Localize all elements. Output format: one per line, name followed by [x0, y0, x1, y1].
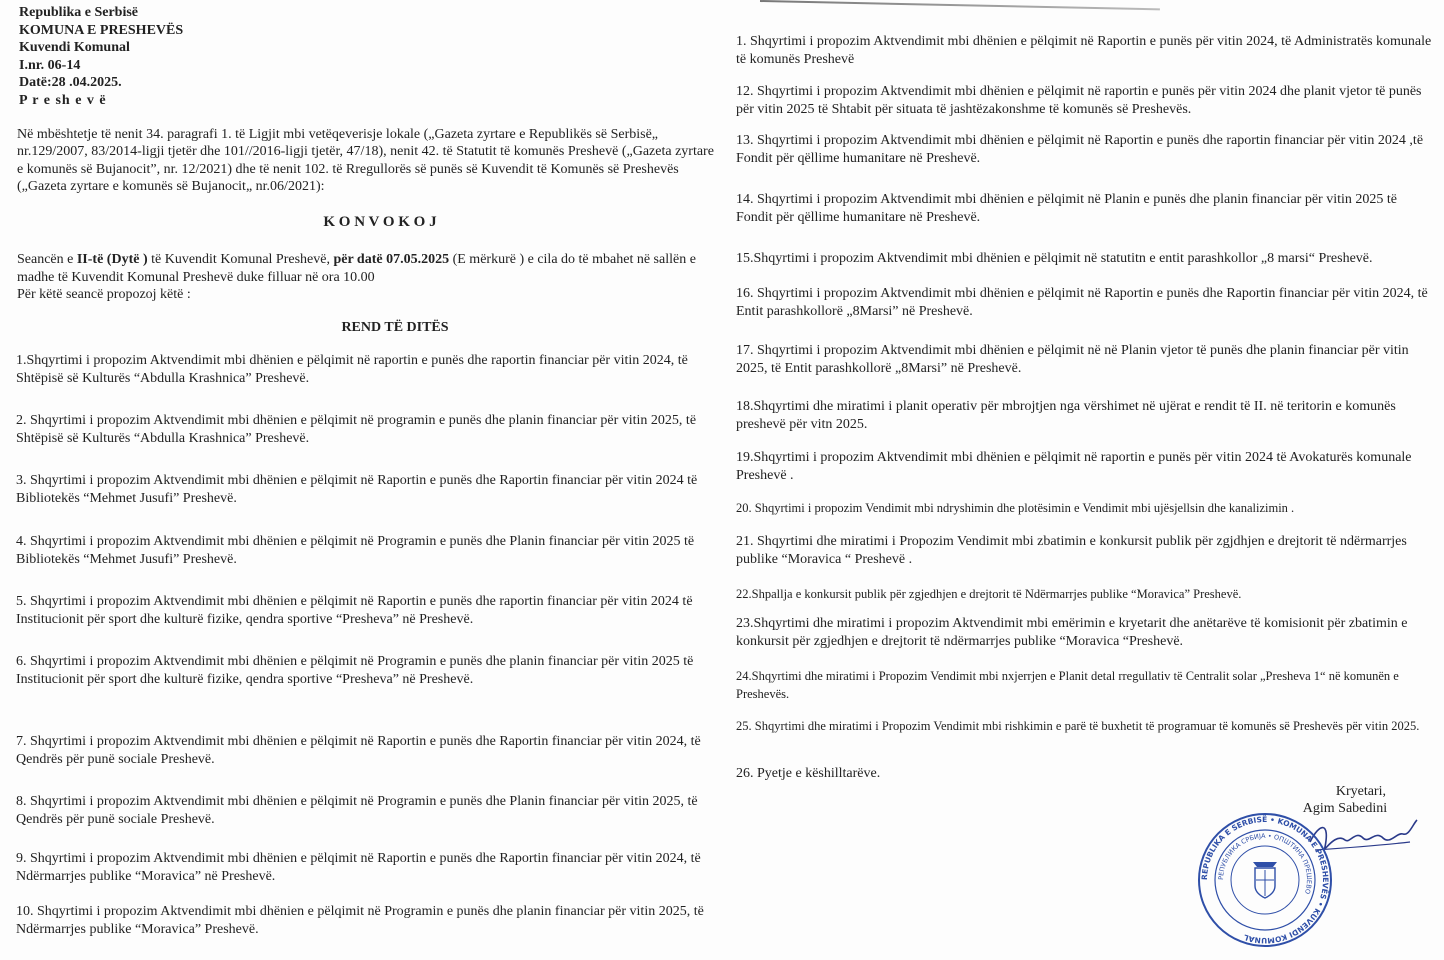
- convoke-title: K O N V O K O J: [323, 214, 437, 230]
- session-text-3: (E mërkurë ) e cila do të mbahet në sallën e madhe të Kuvendit Komunal Preshevë duke filluar në ora 10.00: [17, 252, 696, 285]
- seal-outer-text: REPUBLIKA E SERBISË • KOMUNA E PRESHEVËS • KUVENDI KOMUNAL: [1199, 814, 1331, 946]
- session-proposal-line: Për këtë seancë propozoj këtë :: [17, 287, 191, 303]
- session-text-2: të Kuvendit Komunal Preshevë,: [147, 252, 334, 267]
- right-agenda-item: 16. Shqyrtimi i propozim Aktvendimit mbi dhënien e pëlqimit në Raportin e punës dhe Raportin financiar për vitin 2024, të Entit parashkollorë „8Marsi” në Preshevë.: [736, 286, 1428, 319]
- session-paragraph: [17, 251, 697, 304]
- header-date: Datë:28 .04.2025.: [19, 75, 122, 91]
- left-agenda-item: 6. Shqyrtimi i propozim Aktvendimit mbi dhënien e pëlqimit në Programin e punës dhe planin financiar për vitin 2025 të Institucionit për sport dhe kulturë fizike, qendra sportive “Presheva” në Preshevë.: [16, 654, 694, 687]
- right-agenda-item: 14. Shqyrtimi i propozim Aktvendimit mbi dhënien e pëlqimit në Planin e punës dhe planin financiar për vitin 2025 të Fondit për qëllime humanitare në Preshevë.: [736, 192, 1397, 225]
- left-agenda-item: 2. Shqyrtimi i propozim Aktvendimit mbi dhënien e pëlqimit në programin e punës dhe planin financiar për vitin 2025, të Shtëpisë së Kulturës “Abdulla Krashnica” Preshevë.: [16, 413, 697, 446]
- header-assembly: Kuvendi Komunal: [19, 40, 130, 56]
- right-agenda-item: 23.Shqyrtimi dhe miratimi i propozim Aktvendimit mbi emërimin e kryetarit dhe anëtarëve të komisionit për zbatimin e konkursit për zgjedhjen e drejtorit të ndërmarrjes publike “Moravica “Preshevë.: [736, 616, 1408, 649]
- header-municipality: KOMUNA E PRESHEVËS: [19, 22, 184, 38]
- left-agenda-item: 3. Shqyrtimi i propozim Aktvendimit mbi dhënien e pëlqimit në Raportin e punës dhe Raportin financiar për vitin 2024 të Bibliotekës “Mehmet Jusufi” Preshevë.: [16, 473, 698, 506]
- document-header: [19, 4, 183, 110]
- right-agenda-item: 22.Shpallja e konkursit publik për zgjedhjen e drejtorit të Ndërmarrjes publike “Moravica” Preshevë.: [736, 587, 1242, 601]
- signature-name: Agim Sabedini: [1302, 801, 1388, 816]
- agenda-title: REND TË DITËS: [341, 320, 449, 335]
- right-agenda-item: 17. Shqyrtimi i propozim Aktvendimit mbi dhënien e pëlqimit në në Planin vjetor të punës dhe planin financiar për vitin 2025, të Entit parashkollorë „8Marsi” në Preshevë.: [736, 343, 1409, 376]
- header-number: I.nr. 06-14: [19, 57, 81, 73]
- session-number: II-të (Dytë ): [76, 252, 148, 267]
- right-agenda-item: 24.Shqyrtimi dhe miratimi i Propozim Vendimit mbi nxjerrjen e Planit detal rregullativ të Centralit solar „Presheva 1“ në komunën e Preshevës.: [736, 669, 1399, 701]
- right-agenda-item: 21. Shqyrtimi dhe miratimi i Propozim Vendimit mbi zbatimin e konkursit publik për zgjdhjen e drejtorit të ndërmarrjes publike “Moravica “ Preshevë .: [736, 534, 1407, 567]
- right-agenda-item: 26. Pyetje e këshilltarëve.: [736, 766, 881, 781]
- left-agenda-item: 9. Shqyrtimi i propozim Aktvendimit mbi dhënien e pëlqimit në Raportin e punës dhe Raportin financiar për vitin 2024, të Ndërmarrjes publike “Moravica” në Preshevë.: [16, 851, 701, 884]
- right-agenda-item: 15.Shqyrtimi i propozim Aktvendimit mbi dhënien e pëlqimit në statutitn e entit parashkollor „8 marsi“ Preshevë.: [736, 251, 1373, 266]
- session-text-1: Seancën e: [17, 252, 77, 267]
- signature-title: Kryetari,: [1335, 784, 1386, 799]
- right-agenda-item: 12. Shqyrtimi i propozim Aktvendimit mbi dhënien e pëlqimit në raportin e punës për vitin 2024 dhe planit vjetor të punës për vitin 2025 të Shtabit për situata të jashtëzakonshme të komunës së Preshevës.: [736, 84, 1422, 117]
- seal-coat-of-arms: [1253, 862, 1277, 898]
- left-agenda-item: 1.Shqyrtimi i propozim Aktvendimit mbi dhënien e pëlqimit në raportin e punës dhe raportin financiar për vitin 2024, të Shtëpisë së Kulturës “Abdulla Krashnica” Preshevë.: [16, 353, 688, 386]
- left-agenda-item: 8. Shqyrtimi i propozim Aktvendimit mbi dhënien e pëlqimit në Programin e punës dhe Planin financiar për vitin 2025, të Qendrës për punë sociale Preshevë.: [16, 794, 698, 827]
- intro-paragraph: Në mbështetje të nenit 34. paragrafi 1. të Ligjit mbi vetëqeverisje lokale („Gazeta zyrtare e Republikës së Serbisë„ nr.129/2007, 83/2014-ligji tjetër dhe 101//2016-ligji tjetër, 47/18), nenit 42. të Statutit të komunës Preshevë („Gazeta zyrtare e komunës së Bujanocit”, nr. 12/2021) dhe të nenit 102. të Rregullorës së punës së Kuvendit të Komunës së Preshevës („Gazeta zyrtare e komunës së Bujanocit„ nr.06/2021):: [17, 127, 714, 195]
- left-agenda-item: 5. Shqyrtimi i propozim Aktvendimit mbi dhënien e pëlqimit në Raportin e punës dhe raportin financiar për vitin 2024 të Institucionit për sport dhe kulturë fizike, qendra sportive “Presheva” në Preshevë.: [16, 594, 693, 627]
- header-place: P r e sh e v ë: [19, 92, 107, 108]
- seal-serbian-text: РЕПУБЛИКА СРБИЈА • ОПШТИНА ПРЕШЕВО: [1216, 831, 1314, 895]
- right-agenda-item: 20. Shqyrtimi i propozim Vendimit mbi ndryshimin dhe plotësimin e Vendimit mbi ujësjellsin dhe kanalizimin .: [736, 501, 1295, 515]
- header-republic: Republika e Serbisë: [19, 5, 139, 20]
- left-agenda-item: 4. Shqyrtimi i propozim Aktvendimit mbi dhënien e pëlqimit në Programin e punës dhe Planin financiar për vitin 2025 të Bibliotekës “Mehmet Jusufi” Preshevë.: [16, 534, 695, 567]
- right-agenda-item: 25. Shqyrtimi dhe miratimi i Propozim Vendimit mbi rishkimin e parë të buxhetit të programuar të komunës së Preshevës për vitin 2025.: [736, 719, 1420, 733]
- right-agenda-item: 1. Shqyrtimi i propozim Aktvendimit mbi dhënien e pëlqimit në Raportin e punës për vitin 2024, të Administratës komunale të komunës Preshevë: [736, 34, 1432, 67]
- right-agenda-item: 13. Shqyrtimi i propozim Aktvendimit mbi dhënien e pëlqimit në Raportin e punës dhe raportin financiar për vitin 2024 ,të Fondit për qëllime humanitare në Preshevë.: [736, 133, 1424, 166]
- session-date: për datë 07.05.2025: [333, 252, 450, 267]
- scan-edge-line: [760, 0, 1160, 10]
- left-agenda-item: 10. Shqyrtimi i propozim Aktvendimit mbi dhënien e pëlqimit në Programin e punës dhe planin financiar për vitin 2025, të Ndërmarrjes publike “Moravica” Preshevë.: [16, 904, 704, 937]
- right-agenda-item: 19.Shqyrtimi i propozim Aktvendimit mbi dhënien e pëlqimit në raportin e punës për vitin 2024 të Avokaturës komunale Preshevë .: [736, 450, 1412, 483]
- official-seal: [1195, 810, 1335, 950]
- right-agenda-item: 18.Shqyrtimi dhe miratimi i planit operativ për mbrojtjen nga vërshimet në ujërat e rendit të II. në teritorin e komunës preshevë për vitn 2025.: [736, 399, 1396, 432]
- left-agenda-item: 7. Shqyrtimi i propozim Aktvendimit mbi dhënien e pëlqimit në Raportin e punës dhe Raportin financiar për vitin 2024, të Qendrës për punë sociale Preshevë.: [16, 734, 701, 767]
